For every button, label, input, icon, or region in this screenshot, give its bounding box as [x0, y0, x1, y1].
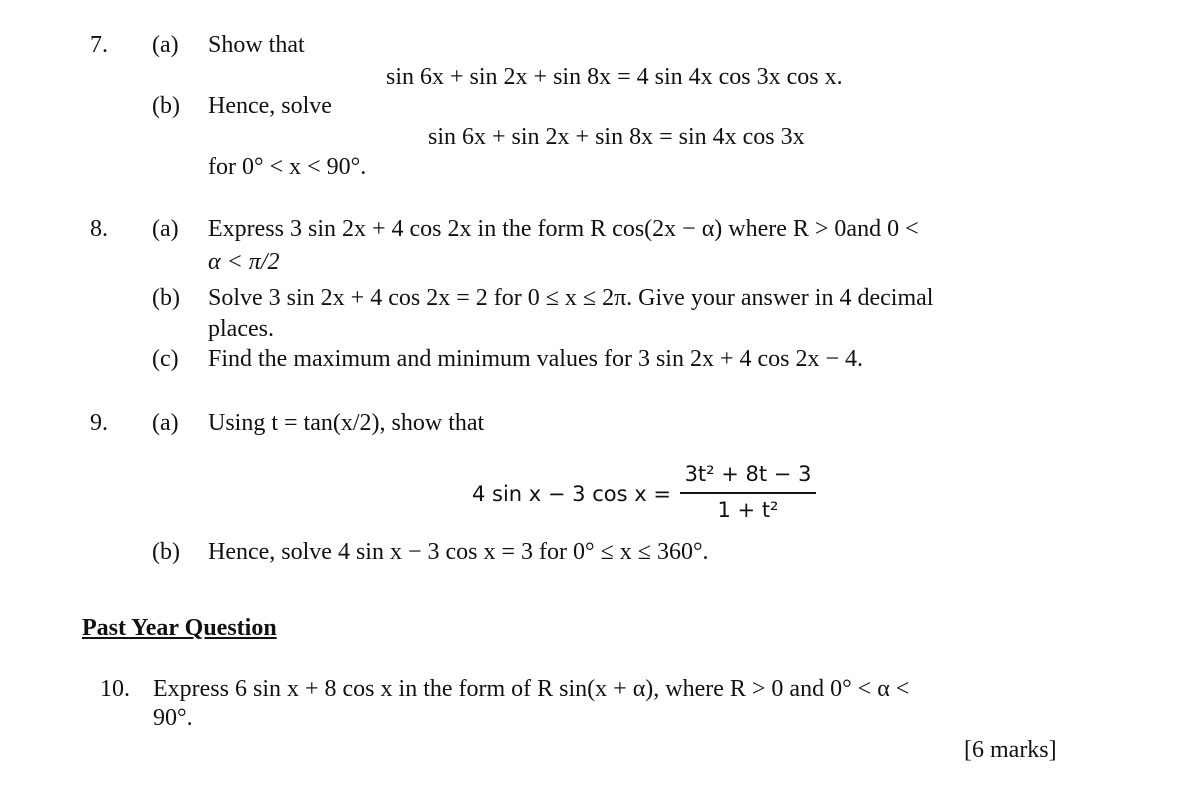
question-number: 7. — [90, 32, 108, 58]
part-label: (b) — [152, 93, 180, 119]
equation-lhs: 4 sin x − 3 cos x = — [472, 482, 671, 506]
equation: sin 6x + sin 2x + sin 8x = 4 sin 4x cos 3x cos x. — [386, 64, 843, 90]
question-text: Show that — [208, 32, 305, 58]
part-label: (b) — [152, 285, 180, 311]
question-text: Express 3 sin 2x + 4 cos 2x in the form R cos(2x − α) where R > 0and 0 < — [208, 216, 919, 242]
part-label: (c) — [152, 346, 179, 372]
question-text: Using t = tan(x/2), show that — [208, 410, 485, 436]
part-label: (b) — [152, 539, 180, 565]
question-text: Find the maximum and minimum values for 3 sin 2x + 4 cos 2x − 4. — [208, 346, 864, 372]
fraction — [680, 462, 816, 522]
question-text: Solve 3 sin 2x + 4 cos 2x = 2 for 0 ≤ x ≤ 2π. Give your answer in 4 decimal — [208, 285, 934, 311]
section-heading: Past Year Question — [82, 615, 277, 641]
part-label: (a) — [152, 32, 179, 58]
question-number: 8. — [90, 216, 108, 242]
question-text: Express 6 sin x + 8 cos x in the form of R sin(x + α), where R > 0 and 0° < α < — [153, 676, 910, 702]
part-label: (a) — [152, 216, 179, 242]
question-number: 10. — [100, 676, 130, 702]
fraction-numerator: 3t² + 8t − 3 — [680, 462, 816, 494]
question-text: for 0° < x < 90°. — [208, 154, 367, 180]
part-label: (a) — [152, 410, 179, 436]
equation: sin 6x + sin 2x + sin 8x = sin 4x cos 3x — [428, 124, 805, 150]
question-text: Hence, solve — [208, 93, 332, 119]
marks-label: [6 marks] — [964, 737, 1057, 763]
question-text: α < π/2 — [208, 249, 280, 275]
question-text: 90°. — [153, 705, 193, 731]
fraction-denominator: 1 + t² — [717, 498, 779, 522]
question-text: Hence, solve 4 sin x − 3 cos x = 3 for 0° ≤ x ≤ 360°. — [208, 539, 709, 565]
question-text: places. — [208, 316, 274, 342]
question-number: 9. — [90, 410, 108, 436]
